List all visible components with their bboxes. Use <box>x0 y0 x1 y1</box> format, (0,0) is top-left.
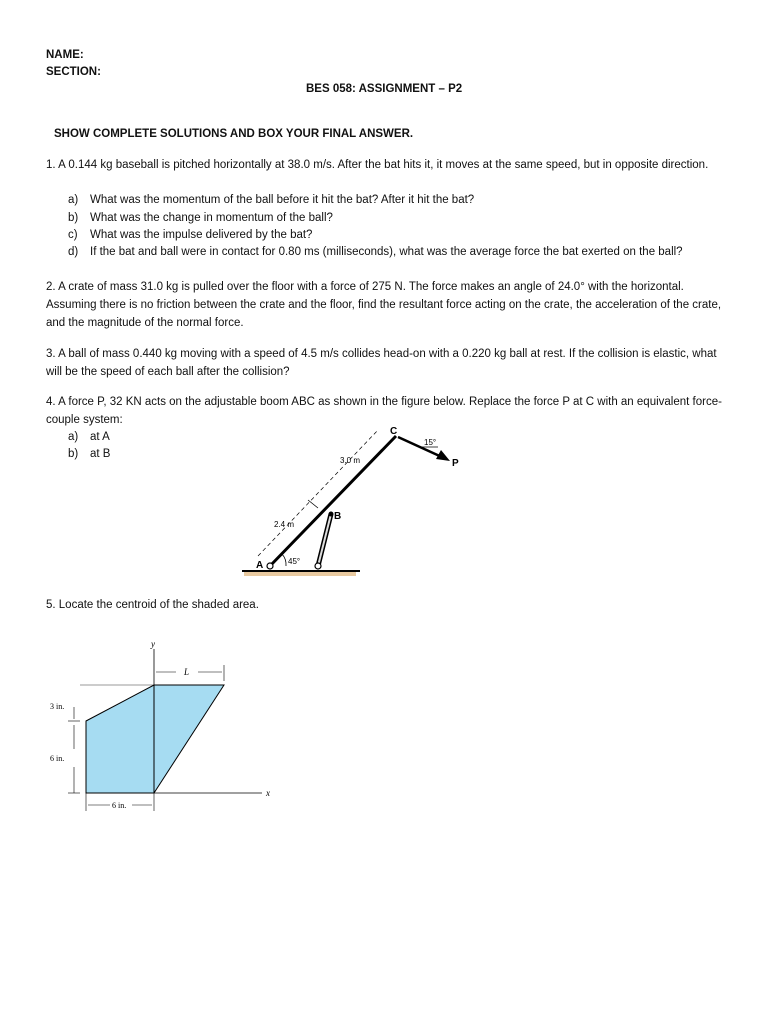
hydraulic-cylinder-inner <box>318 514 331 566</box>
item-label: b) <box>68 212 79 224</box>
item-text: What was the momentum of the ball before it hit the bat? After it hit the bat? <box>90 194 475 206</box>
angle-force: 15° <box>424 438 437 447</box>
item-text: What was the change in momentum of the ball? <box>90 212 333 224</box>
problem-2-text: 2. A crate of mass 31.0 kg is pulled over the floor with a force of 275 N. The force makes an angle of 24.0° with the horizontal. Assuming there is no friction between the crate and the floor, find the resultant force acting on the crate, the acceleration of the crate, and the magnitude of the normal force. <box>46 281 722 329</box>
assignment-title: BES 058: ASSIGNMENT – P2 <box>306 83 463 95</box>
item-text: at A <box>90 431 110 443</box>
item-label: d) <box>68 246 79 258</box>
item-text: What was the impulse delivered by the bat? <box>90 229 313 241</box>
boom-member <box>270 436 396 566</box>
item-text: If the bat and ball were in contact for 0.80 ms (milliseconds), what was the average force the bat exerted on the ball? <box>90 246 683 258</box>
boom-figure <box>238 420 478 580</box>
label-b: B <box>334 511 342 522</box>
dimension-line <box>258 430 378 556</box>
force-p-arrow <box>398 437 444 458</box>
dim-6in-horizontal-label: 6 in. <box>112 801 127 810</box>
axis-x-label: x <box>266 788 270 798</box>
label-c: C <box>390 426 398 437</box>
problem-1-item-a <box>68 191 728 209</box>
section-label: SECTION: <box>46 66 101 78</box>
name-label: NAME: <box>46 49 84 61</box>
problem-1-item-b <box>68 209 728 227</box>
dim-ab: 2.4 m <box>274 520 295 529</box>
problem-1-item-d <box>68 243 728 261</box>
item-text: at B <box>90 448 111 460</box>
dim-l-label: L <box>184 667 190 677</box>
instructions: SHOW COMPLETE SOLUTIONS AND BOX YOUR FINAL ANSWER. <box>54 128 414 140</box>
item-label: a) <box>68 194 79 206</box>
problem-4-text: 4. A force P, 32 KN acts on the adjustable boom ABC as shown in the figure below. Replace the force P at C with an equivalent force-couple system: <box>46 396 722 426</box>
item-label: b) <box>68 448 79 460</box>
problem-5-text: 5. Locate the centroid of the shaded area. <box>46 599 259 611</box>
item-label: c) <box>68 229 78 241</box>
dim-bc: 3.0 m <box>340 456 361 465</box>
angle-base: 45° <box>288 557 301 566</box>
dimension-tick <box>308 500 318 508</box>
shaded-area-figure <box>48 635 288 825</box>
pin-base-cylinder <box>315 563 321 569</box>
axis-y-label: y <box>151 639 155 649</box>
item-label: a) <box>68 431 79 443</box>
force-p-arrowhead <box>436 450 450 461</box>
boom-member-inner <box>272 437 398 567</box>
problem-1-item-c <box>68 226 728 244</box>
label-p: P <box>452 458 459 469</box>
problem-3-text: 3. A ball of mass 0.440 kg moving with a speed of 4.5 m/s collides head-on with a 0.220 kg ball at rest. If the collision is elastic, what will be the speed of each ball after the collision? <box>46 348 717 378</box>
pin-b <box>329 512 334 517</box>
label-a: A <box>256 560 264 571</box>
problem-1-text: 1. A 0.144 kg baseball is pitched horizontally at 38.0 m/s. After the bat hits it, it moves at the same speed, but in opposite direction. <box>46 159 709 171</box>
dim-6in-vertical-label: 6 in. <box>50 754 65 763</box>
shaded-area <box>86 685 224 793</box>
dim-3in-label: 3 in. <box>50 702 65 711</box>
pin-a <box>267 563 273 569</box>
